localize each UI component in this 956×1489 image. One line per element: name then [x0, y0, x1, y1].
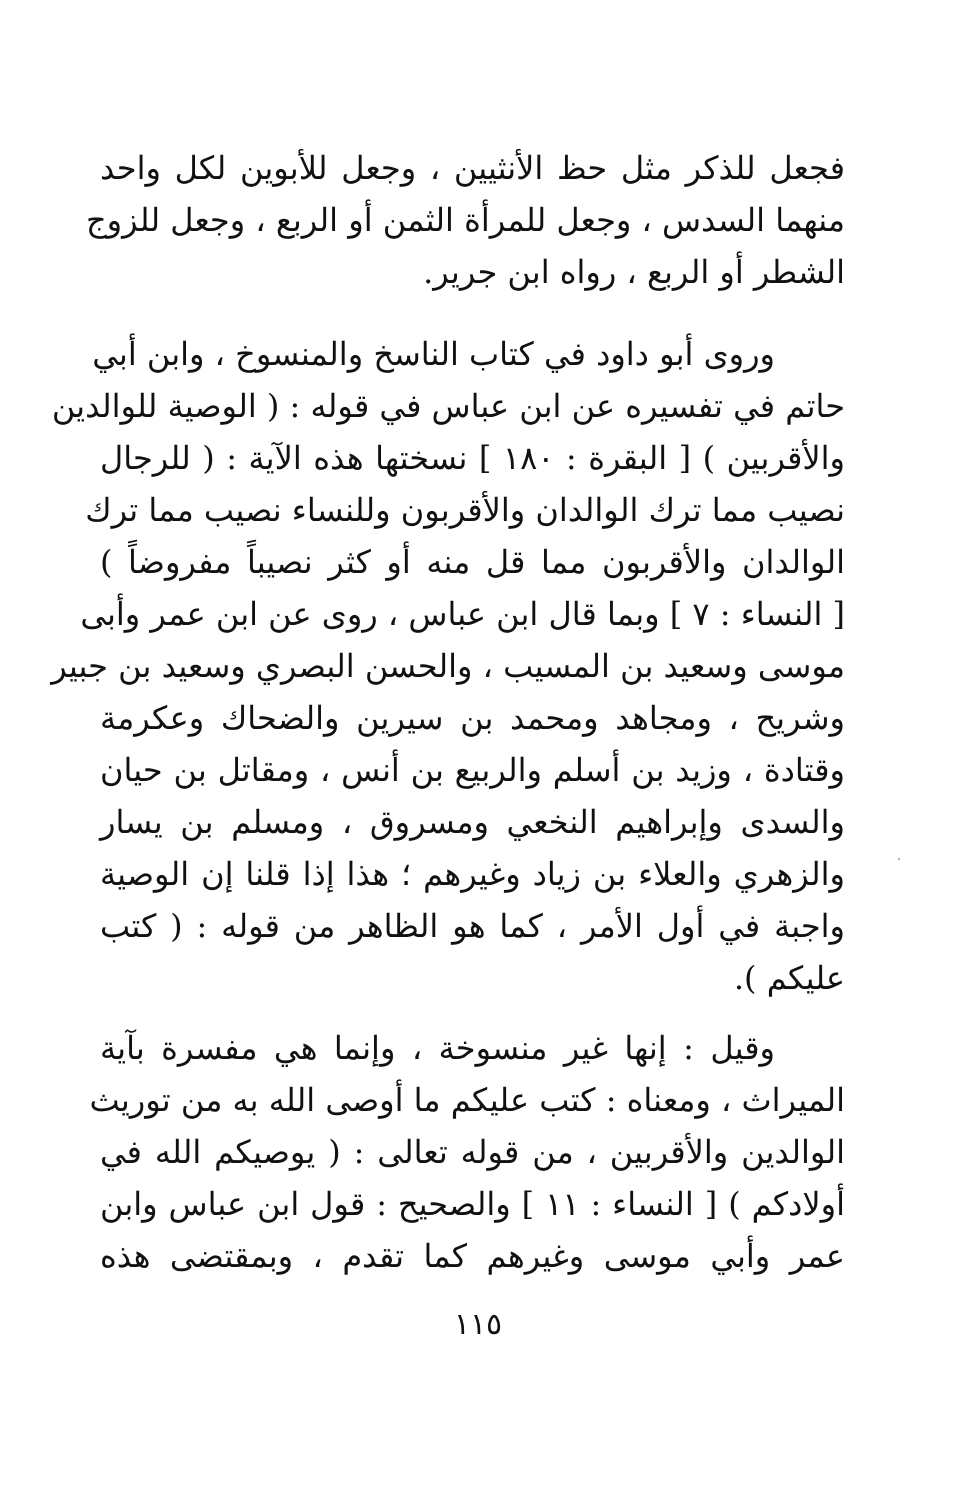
text-line: الوالدان والأقربون مما قل منه أو كثر نصيباً مفروضاً ) [100, 543, 845, 581]
paragraph-1 [85, 142, 845, 298]
text-line: منهما السدس ، وجعل للمرأة الثمن أو الربع ، وجعل للزوج [85, 201, 845, 239]
text-line: والزهري والعلاء بن زياد وغيرهم ؛ هذا إذا قلنا إن الوصية [100, 855, 845, 893]
text-line: الوالدين والأقربين ، من قوله تعالى : ( يوصيكم الله في [100, 1133, 846, 1171]
text-line: الشطر أو الربع ، رواه ابن جرير. [423, 253, 845, 291]
text-line: الميراث ، ومعناه : كتب عليكم ما أوصى الله به من توريث [89, 1081, 845, 1119]
text-line: وشريح ، ومجاهد ومحمد بن سيرين والضحاك وعكرمة [100, 699, 845, 737]
paragraph-2 [51, 328, 846, 1004]
text-line: [ النساء : ٧ ] وبما قال ابن عباس ، روى عن ابن عمر وأبى [80, 595, 845, 633]
paragraph-3 [89, 1022, 846, 1282]
page-number: ١١٥ [453, 1307, 503, 1342]
text-line: وروى أبو داود في كتاب الناسخ والمنسوخ ، وابن أبي [92, 335, 775, 373]
text-line: أولادكم ) [ النساء : ١١ ] والصحيح : قول ابن عباس وابن [100, 1185, 846, 1223]
text-line: والأقربين ) [ البقرة : ١٨٠ ] نسختها هذه الآية : ( للرجال [100, 439, 846, 477]
margin-mark [898, 858, 900, 860]
text-line: وقتادة ، وزيد بن أسلم والربيع بن أنس ، ومقاتل بن حيان [100, 751, 846, 789]
text-line: فجعل للذكر مثل حظ الأنثيين ، وجعل للأبوين لكل واحد [100, 149, 845, 187]
text-line: عمر وأبي موسى وغيرهم كما تقدم ، وبمقتضى هذه [100, 1237, 845, 1275]
text-line: والسدى وإبراهيم النخعي ومسروق ، ومسلم بن يسار [100, 803, 845, 841]
text-line: واجبة في أول الأمر ، كما هو الظاهر من قوله : ( كتب [100, 907, 845, 945]
text-line: حاتم في تفسيره عن ابن عباس في قوله : ( الوصية للوالدين [51, 387, 845, 425]
text-line: عليكم ). [733, 959, 845, 997]
text-line: نصيب مما ترك الوالدان والأقربون وللنساء نصيب مما ترك [85, 491, 845, 529]
text-line: موسى وسعيد بن المسيب ، والحسن البصري وسعيد بن جبير [51, 647, 845, 685]
text-line: وقيل : إنها غير منسوخة ، وإنما هي مفسرة بآية [100, 1029, 775, 1067]
